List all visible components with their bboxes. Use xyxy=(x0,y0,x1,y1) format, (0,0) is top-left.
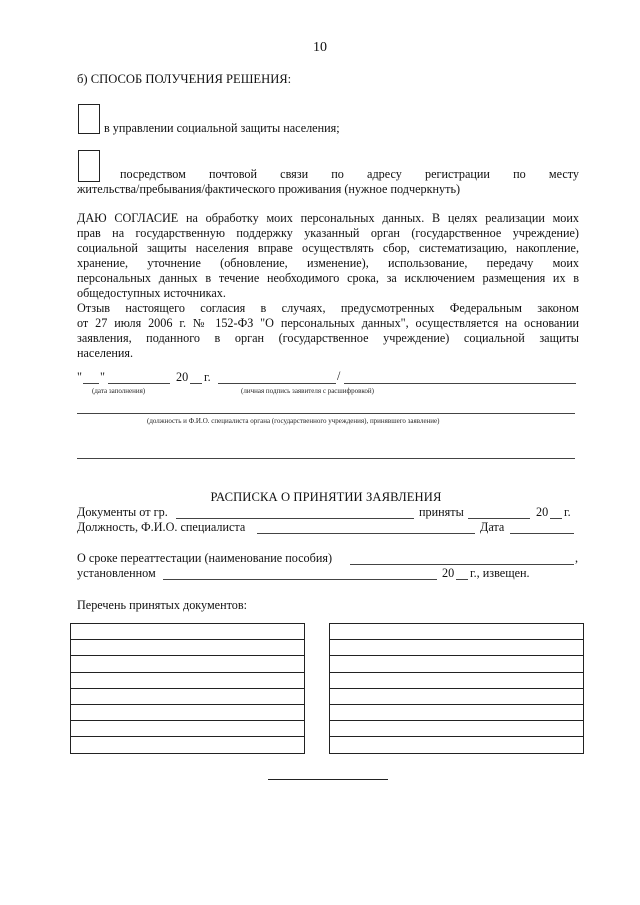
year-prefix: 20 xyxy=(176,370,189,384)
table-row xyxy=(330,704,584,720)
quote-open: " xyxy=(77,370,82,384)
table-cell[interactable] xyxy=(330,640,584,656)
table-row xyxy=(71,656,305,672)
table-row xyxy=(330,656,584,672)
consent-paragraph xyxy=(77,211,579,361)
comma: , xyxy=(575,551,579,565)
consent-line: хранение, уточнение (обновление, изменение), использование, передачу моих xyxy=(77,256,579,270)
extra-field[interactable] xyxy=(77,458,575,459)
table-cell[interactable] xyxy=(71,688,305,704)
table-row xyxy=(330,624,584,640)
footer-divider xyxy=(268,779,388,780)
established-field[interactable] xyxy=(163,579,437,580)
option-mail-label-cont: жительства/пребывания/фактического проживания (нужное подчеркнуть) xyxy=(77,182,461,196)
table-row xyxy=(71,688,305,704)
signature-decode-field[interactable] xyxy=(344,383,576,384)
documents-list-label: Перечень принятых документов: xyxy=(77,598,248,612)
notified-year-prefix: 20 xyxy=(442,566,455,580)
section-title: б) СПОСОБ ПОЛУЧЕНИЯ РЕШЕНИЯ: xyxy=(77,72,292,86)
specialist-label: Должность, Ф.И.О. специалиста xyxy=(77,520,246,534)
table-cell[interactable] xyxy=(330,721,584,737)
consent-line: персональных данных в течение необходимого срока, за исключением размещения их в xyxy=(77,271,579,285)
table-row xyxy=(71,737,305,753)
withdraw-line: Отзыв настоящего согласия в случаях, предусмотренных Федеральным законом xyxy=(77,301,579,315)
withdraw-line: заявления, поданного в орган (государственное учреждение) социальной защиты xyxy=(77,331,579,345)
specialist-field[interactable] xyxy=(257,533,475,534)
consent-line: социальной защиты населения вправе осуществлять сбор, систематизацию, накопление, xyxy=(77,241,579,255)
reattestation-field[interactable] xyxy=(350,564,574,565)
reattestation-label: О сроке переаттестации (наименование пособия) xyxy=(77,551,333,565)
slash: / xyxy=(337,369,341,383)
consent-line: прав на государственную поддержку указанный орган (государственное учреждение) xyxy=(77,226,579,240)
table-row xyxy=(71,704,305,720)
withdraw-line: населения. xyxy=(77,346,134,360)
signature-field[interactable] xyxy=(218,383,336,384)
table-cell[interactable] xyxy=(71,672,305,688)
table-cell[interactable] xyxy=(330,737,584,753)
table-row xyxy=(330,672,584,688)
day-field[interactable] xyxy=(83,383,99,384)
notified-suffix: г., извещен. xyxy=(470,566,530,580)
checkbox-mail[interactable] xyxy=(78,150,100,182)
table-cell[interactable] xyxy=(330,672,584,688)
option-office-label: в управлении социальной защиты населения; xyxy=(104,121,340,135)
table-cell[interactable] xyxy=(330,656,584,672)
signature-caption: (личная подпись заявителя с расшифровкой) xyxy=(241,387,375,395)
table-row xyxy=(71,640,305,656)
table-row xyxy=(330,721,584,737)
table-row xyxy=(330,640,584,656)
table-cell[interactable] xyxy=(71,737,305,753)
table-row xyxy=(330,688,584,704)
accepted-label: приняты xyxy=(419,505,464,519)
date-caption: (дата заполнения) xyxy=(92,387,146,395)
documents-table-right xyxy=(329,623,584,754)
table-cell[interactable] xyxy=(71,656,305,672)
table-cell[interactable] xyxy=(330,624,584,640)
receipt-year-field[interactable] xyxy=(550,518,562,519)
docs-from-label: Документы от гр. xyxy=(77,505,168,519)
table-row xyxy=(71,624,305,640)
table-row xyxy=(330,737,584,753)
position-caption: (должность и Ф.И.О. специалиста органа (государственного учреждения), принявшего заявление) xyxy=(147,417,440,425)
month-field[interactable] xyxy=(108,383,170,384)
withdraw-line: от 27 июля 2006 г. № 152-ФЗ "О персональных данных", осуществляется на основании xyxy=(77,316,579,330)
receipt-date-field[interactable] xyxy=(510,533,574,534)
year-suffix: г. xyxy=(204,370,211,384)
consent-line: ДАЮ СОГЛАСИЕ на обработку моих персональных данных. В целях реализации моих xyxy=(77,211,579,225)
table-cell[interactable] xyxy=(71,640,305,656)
receipt-year-suffix: г. xyxy=(564,505,571,519)
established-label: установленном xyxy=(77,566,156,580)
quote-close: " xyxy=(100,370,105,384)
table-cell[interactable] xyxy=(71,624,305,640)
table-row xyxy=(71,721,305,737)
consent-line: общедоступных источниках. xyxy=(77,286,226,300)
table-cell[interactable] xyxy=(71,721,305,737)
accepted-date-field[interactable] xyxy=(468,518,530,519)
notified-year-field[interactable] xyxy=(456,579,468,580)
option-mail-label: посредством почтовой связи по адресу регистрации по месту xyxy=(120,167,579,181)
applicant-name-field[interactable] xyxy=(176,518,414,519)
documents-table-left xyxy=(70,623,305,754)
table-cell[interactable] xyxy=(330,704,584,720)
date-label: Дата xyxy=(480,520,505,534)
year-field[interactable] xyxy=(190,383,202,384)
table-cell[interactable] xyxy=(330,688,584,704)
page-number: 10 xyxy=(313,40,327,55)
receipt-year-prefix: 20 xyxy=(536,505,549,519)
table-cell[interactable] xyxy=(71,704,305,720)
receipt-title: РАСПИСКА О ПРИНЯТИИ ЗАЯВЛЕНИЯ xyxy=(210,490,442,504)
table-row xyxy=(71,672,305,688)
position-field[interactable] xyxy=(77,413,575,414)
checkbox-office[interactable] xyxy=(78,104,100,134)
